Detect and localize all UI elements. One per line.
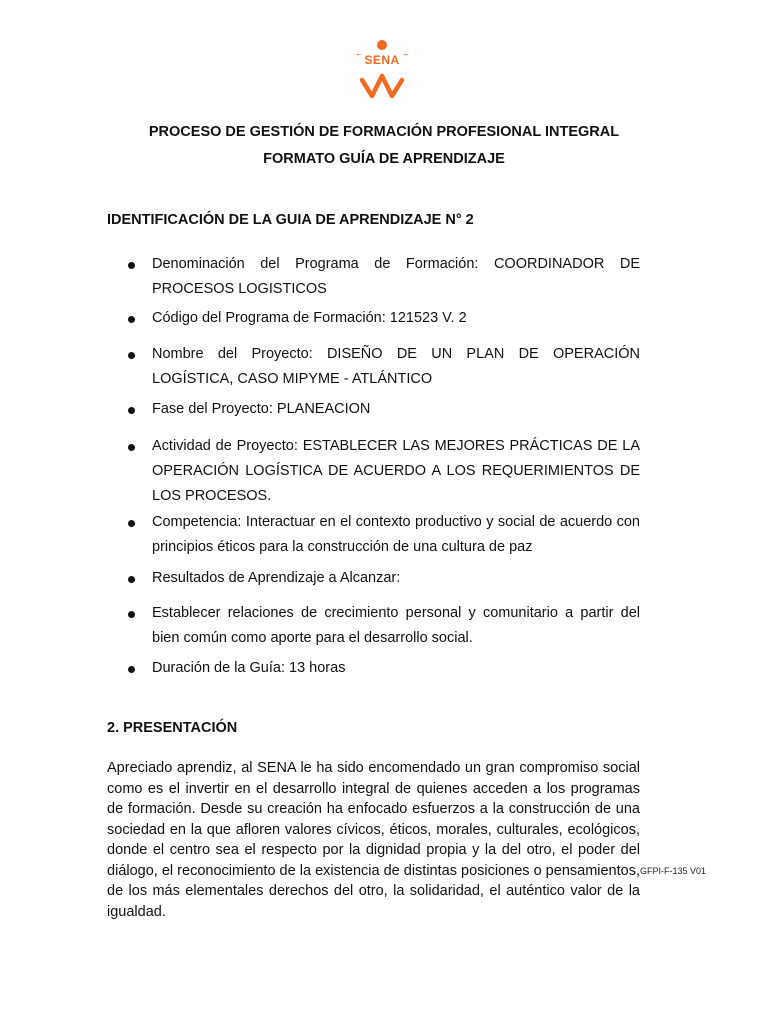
- sena-figure-icon: [354, 40, 410, 98]
- bullet-icon: [128, 352, 135, 359]
- project-name-text: Nombre del Proyecto: DISEÑO DE UN PLAN DE OPERACIÓN LOGÍSTICA, CASO MIPYME - ATLÁNTICO: [152, 346, 640, 387]
- learning-results-text: Resultados de Aprendizaje a Alcanzar:: [152, 570, 401, 586]
- process-title: PROCESO DE GESTIÓN DE FORMACIÓN PROFESIONAL INTEGRAL: [148, 124, 620, 140]
- guide-duration-text: Duración de la Guía: 13 horas: [152, 660, 346, 676]
- form-code: GFPI-F-135 V01: [640, 866, 707, 876]
- presentation-paragraph: Apreciado aprendiz, al SENA le ha sido encomendado un gran compromiso social como es el invertir en el desarrollo integral de quienes acceden a los programas de formación. Desde su creación ha enfocado esfuerzos a la construcción de una sociedad en la que afloren valores cívicos, éticos, morales, culturales, ecológicos, donde el centro sea el respecto por la dignidad propia y la del otro, el poder del diálogo, el reconocimiento de la existencia de distintas posiciones o pensamientos, de los más elementales derechos del otro, la solidaridad, el auténtico valor de la igualdad.: [107, 760, 640, 920]
- bullet-icon: [128, 520, 135, 527]
- bullet-icon: [128, 576, 135, 583]
- format-title: FORMATO GUÍA DE APRENDIZAJE: [263, 151, 505, 167]
- learning-result-item-text: Establecer relaciones de crecimiento personal y comunitario a partir del bien común como aporte para el desarrollo social.: [152, 605, 640, 646]
- bullet-icon: [128, 444, 135, 451]
- bullet-icon: [128, 262, 135, 269]
- project-phase-text: Fase del Proyecto: PLANEACION: [152, 401, 371, 417]
- sena-logo: [354, 40, 410, 98]
- bullet-icon: [128, 611, 135, 618]
- identification-heading: IDENTIFICACIÓN DE LA GUIA DE APRENDIZAJE N° 2: [107, 212, 474, 228]
- bullet-icon: [128, 407, 135, 414]
- sena-logo-text: SENA: [354, 55, 410, 66]
- presentation-heading: 2. PRESENTACIÓN: [107, 720, 238, 736]
- program-name-text: Denominación del Programa de Formación: COORDINADOR DE PROCESOS LOGISTICOS: [152, 256, 640, 297]
- competence-text: Competencia: Interactuar en el contexto productivo y social de acuerdo con principios éticos para la construcción de una cultura de paz: [152, 514, 640, 555]
- bullet-icon: [128, 316, 135, 323]
- bullet-icon: [128, 666, 135, 673]
- program-code-text: Código del Programa de Formación: 121523 V. 2: [152, 310, 467, 326]
- project-activity-text: Actividad de Proyecto: ESTABLECER LAS MEJORES PRÁCTICAS DE LA OPERACIÓN LOGÍSTICA DE ACUERDO A LOS REQUERIMIENTOS DE LOS PROCESOS.: [152, 438, 640, 504]
